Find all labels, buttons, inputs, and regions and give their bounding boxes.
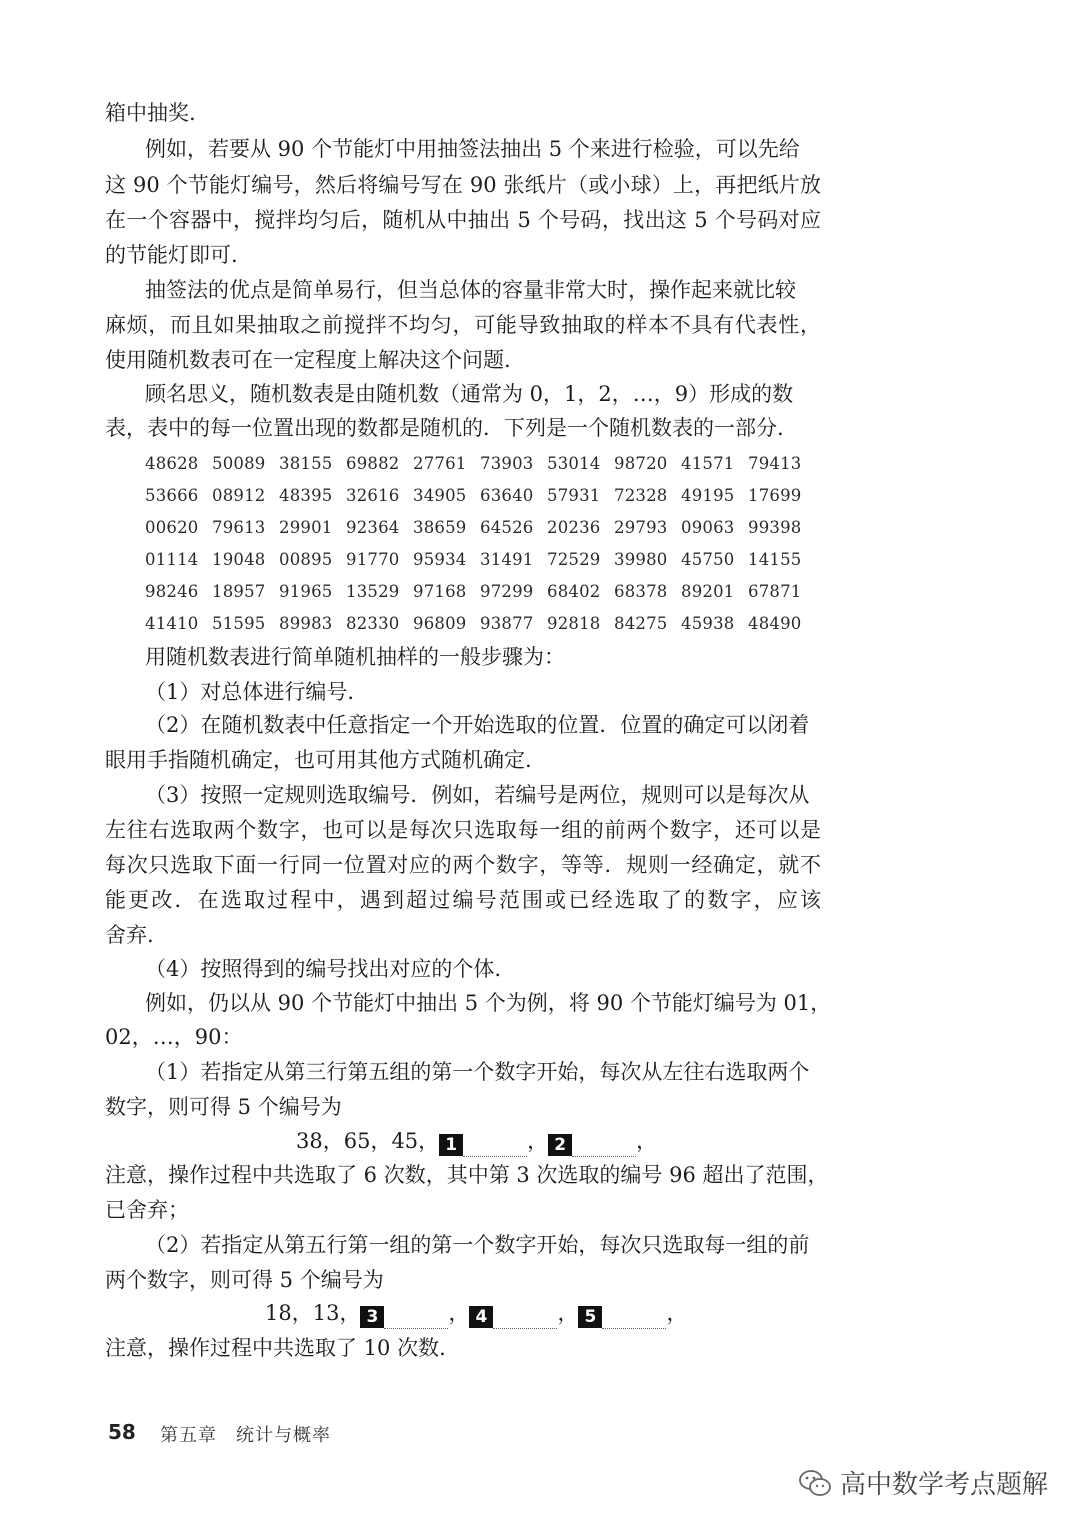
- blank-2-number: 2: [548, 1134, 572, 1156]
- table-cell: 79413: [748, 453, 802, 473]
- line-11: 用随机数表进行简单随机抽样的一般步骤为：: [145, 645, 565, 669]
- line-02: 例如，若要从 90 个节能灯中用抽签法抽出 5 个来进行检验，可以先给: [145, 137, 800, 161]
- line-07: 麻烦，而且如果抽取之前搅拌不均匀，可能导致抽取的样本不具有代表性，: [105, 313, 821, 337]
- table-cell: 50089: [212, 453, 266, 473]
- answer1-prefix: 38，65，45，: [296, 1129, 440, 1153]
- line-05: 的节能灯即可.: [105, 243, 238, 267]
- line-14: 眼用手指随机确定，也可用其他方式随机确定.: [105, 748, 532, 772]
- answer2-sep-b: ，: [557, 1301, 579, 1325]
- answer2-sep-a: ，: [448, 1301, 470, 1325]
- table-cell: 00895: [279, 549, 333, 569]
- line-01: 箱中抽奖.: [105, 101, 196, 125]
- table-cell: 93877: [480, 613, 534, 633]
- table-cell: 91965: [279, 581, 333, 601]
- answer-line-2: [265, 1298, 687, 1329]
- table-cell: 14155: [748, 549, 802, 569]
- line-19: 舍弃.: [105, 923, 154, 947]
- line-04: 在一个容器中，搅拌均匀后，随机从中抽出 5 个号码，找出这 5 个号码对应: [105, 208, 821, 232]
- table-row: [145, 479, 815, 511]
- wechat-icon: [798, 1468, 832, 1498]
- table-row: [145, 447, 815, 479]
- table-cell: 73903: [480, 453, 534, 473]
- table-cell: 97168: [413, 581, 467, 601]
- blank-1-number: 1: [439, 1134, 463, 1156]
- table-cell: 45750: [681, 549, 735, 569]
- line-29: 两个数字，则可得 5 个编号为: [105, 1268, 384, 1292]
- table-cell: 48490: [748, 613, 802, 633]
- table-cell: 38659: [413, 517, 467, 537]
- line-21: 例如，仍以从 90 个节能灯中抽出 5 个为例，将 90 个节能灯编号为 01，: [145, 991, 832, 1015]
- table-cell: 01114: [145, 549, 199, 569]
- table-cell: 98246: [145, 581, 199, 601]
- line-28: （2）若指定从第五行第一组的第一个数字开始，每次只选取每一组的前: [145, 1233, 810, 1257]
- table-cell: 17699: [748, 485, 802, 505]
- blank-5-number: 5: [578, 1306, 602, 1328]
- blank-1[interactable]: [439, 1129, 527, 1157]
- table-cell: 99398: [748, 517, 802, 537]
- blank-3-number: 3: [360, 1306, 384, 1328]
- line-27: 已舍弃；: [105, 1198, 189, 1222]
- table-cell: 29901: [279, 517, 333, 537]
- table-cell: 72328: [614, 485, 668, 505]
- table-cell: 45938: [681, 613, 735, 633]
- answer2-end: ，: [666, 1301, 688, 1325]
- table-cell: 95934: [413, 549, 467, 569]
- table-cell: 53014: [547, 453, 601, 473]
- table-cell: 00620: [145, 517, 199, 537]
- table-cell: 89201: [681, 581, 735, 601]
- table-cell: 68402: [547, 581, 601, 601]
- table-cell: 72529: [547, 549, 601, 569]
- table-cell: 97299: [480, 581, 534, 601]
- table-cell: 38155: [279, 453, 333, 473]
- table-cell: 18957: [212, 581, 266, 601]
- line-12: （1）对总体进行编号.: [145, 680, 355, 704]
- blank-3[interactable]: [360, 1301, 448, 1329]
- table-cell: 67871: [748, 581, 802, 601]
- answer1-end: ，: [636, 1129, 658, 1153]
- table-cell: 63640: [480, 485, 534, 505]
- table-cell: 41571: [681, 453, 735, 473]
- page-number: 58: [108, 1420, 136, 1444]
- table-row: [145, 543, 815, 575]
- table-cell: 82330: [346, 613, 400, 633]
- table-cell: 79613: [212, 517, 266, 537]
- blank-2[interactable]: [548, 1129, 636, 1157]
- line-06: 抽签法的优点是简单易行，但当总体的容量非常大时，操作起来就比较: [145, 278, 796, 302]
- blank-4[interactable]: [469, 1301, 557, 1329]
- line-03: 这 90 个节能灯编号，然后将编号写在 90 张纸片（或小球）上，再把纸片放: [105, 173, 821, 197]
- line-17: 每次只选取下面一行同一位置对应的两个数字，等等．规则一经确定，就不: [105, 853, 821, 877]
- table-cell: 08912: [212, 485, 266, 505]
- table-cell: 57931: [547, 485, 601, 505]
- table-cell: 09063: [681, 517, 735, 537]
- line-09: 顾名思义，随机数表是由随机数（通常为 0，1，2，…，9）形成的数: [145, 382, 794, 406]
- blank-4-number: 4: [469, 1306, 493, 1328]
- blank-5[interactable]: [578, 1301, 666, 1329]
- table-cell: 49195: [681, 485, 735, 505]
- answer-line-1: [296, 1126, 657, 1157]
- table-cell: 31491: [480, 549, 534, 569]
- table-cell: 68378: [614, 581, 668, 601]
- table-cell: 92364: [346, 517, 400, 537]
- table-cell: 92818: [547, 613, 601, 633]
- line-16: 左往右选取两个数字，也可以是每次只选取每一组的前两个数字，还可以是: [105, 818, 821, 842]
- table-cell: 48395: [279, 485, 333, 505]
- table-row: [145, 511, 815, 543]
- line-26: 注意，操作过程中共选取了 6 次数，其中第 3 次选取的编号 96 超出了范围，: [105, 1163, 829, 1187]
- answer2-prefix: 18，13，: [265, 1301, 361, 1325]
- table-cell: 84275: [614, 613, 668, 633]
- line-08: 使用随机数表可在一定程度上解决这个问题.: [105, 348, 511, 372]
- line-20: （4）按照得到的编号找出对应的个体.: [145, 957, 502, 981]
- table-cell: 41410: [145, 613, 199, 633]
- table-cell: 29793: [614, 517, 668, 537]
- chapter-title: 第五章 统计与概率: [160, 1425, 331, 1446]
- line-31: 注意，操作过程中共选取了 10 次数.: [105, 1336, 446, 1360]
- table-cell: 48628: [145, 453, 199, 473]
- table-cell: 91770: [346, 549, 400, 569]
- table-cell: 96809: [413, 613, 467, 633]
- table-cell: 89983: [279, 613, 333, 633]
- table-cell: 39980: [614, 549, 668, 569]
- watermark-text: 高中数学考点题解: [839, 1470, 1048, 1500]
- table-cell: 32616: [346, 485, 400, 505]
- table-cell: 19048: [212, 549, 266, 569]
- table-cell: 13529: [346, 581, 400, 601]
- line-22: 02，…，90：: [105, 1025, 243, 1049]
- table-cell: 69882: [346, 453, 400, 473]
- table-cell: 51595: [212, 613, 266, 633]
- table-cell: 64526: [480, 517, 534, 537]
- line-23: （1）若指定从第三行第五组的第一个数字开始，每次从左往右选取两个: [145, 1060, 810, 1084]
- watermark: [798, 1464, 1048, 1501]
- table-cell: 27761: [413, 453, 467, 473]
- table-cell: 34905: [413, 485, 467, 505]
- table-cell: 20236: [547, 517, 601, 537]
- table-row: [145, 575, 815, 607]
- line-13: （2）在随机数表中任意指定一个开始选取的位置．位置的确定可以闭着: [145, 713, 810, 737]
- table-cell: 98720: [614, 453, 668, 473]
- line-10: 表，表中的每一位置出现的数都是随机的．下列是一个随机数表的一部分.: [105, 416, 784, 440]
- line-18: 能更改．在选取过程中，遇到超过编号范围或已经选取了的数字，应该: [105, 888, 821, 912]
- answer1-sep: ，: [527, 1129, 549, 1153]
- table-row: [145, 607, 815, 639]
- line-24: 数字，则可得 5 个编号为: [105, 1095, 342, 1119]
- table-cell: 53666: [145, 485, 199, 505]
- random-number-table: [145, 447, 815, 639]
- line-15: （3）按照一定规则选取编号．例如，若编号是两位，规则可以是每次从: [145, 783, 810, 807]
